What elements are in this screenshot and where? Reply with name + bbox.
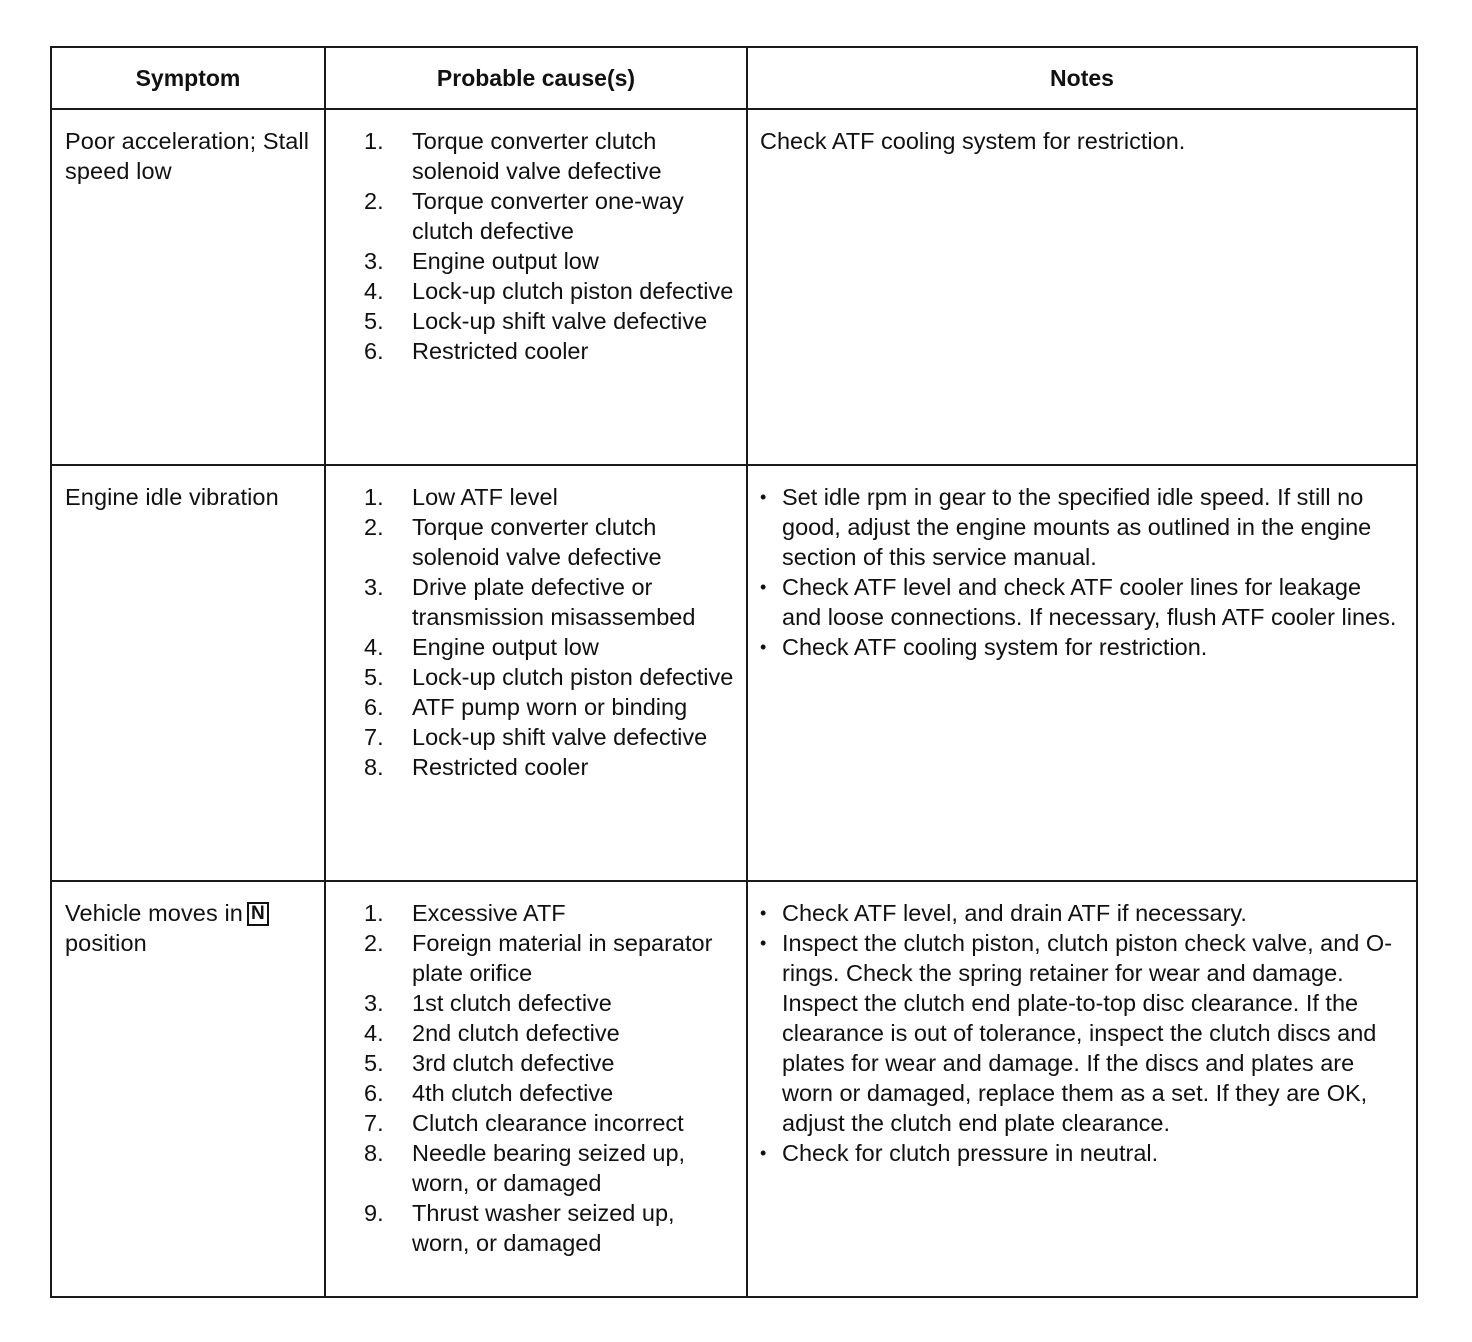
cause-number: 7.: [364, 724, 384, 750]
cause-text: Foreign material in separator plate orifice: [412, 930, 713, 986]
list-item: [326, 126, 738, 186]
cause-text: Clutch clearance incorrect: [412, 1110, 684, 1136]
note-text: Check ATF cooling system for restriction.: [760, 128, 1186, 154]
cause-text: Excessive ATF: [412, 900, 566, 926]
list-item: [326, 572, 738, 632]
list-item: [326, 1198, 738, 1258]
cause-text: 3rd clutch defective: [412, 1050, 615, 1076]
cause-number: 7.: [364, 1110, 384, 1136]
symptom-text: Vehicle moves in: [65, 900, 243, 926]
cause-text: Needle bearing seized up, worn, or damaged: [412, 1140, 686, 1196]
note-text: Check ATF level, and drain ATF if necessary.: [782, 900, 1247, 926]
list-item: [760, 632, 1402, 662]
cause-text: Thrust washer seized up, worn, or damaged: [412, 1200, 675, 1256]
neutral-position-box: N: [247, 902, 269, 926]
causes-cell: [325, 465, 747, 881]
cause-number: 1.: [364, 900, 384, 926]
cause-number: 5.: [364, 308, 384, 334]
note-text: Inspect the clutch piston, clutch piston check valve, and O-rings. Check the spring retainer for wear and damage. Inspect the clutch end plate-to-top disc clearance. If the clearance is out of tolerance, inspect the clutch discs and plates for wear and damage. If the discs and plates are worn or damaged, replace them as a set. If they are OK, adjust the clutch end plate clearance.: [782, 930, 1393, 1136]
list-item: [760, 572, 1402, 632]
causes-cell: [325, 881, 747, 1297]
list-item: [326, 988, 738, 1018]
cause-number: 6.: [364, 694, 384, 720]
list-item: [326, 276, 738, 306]
cause-text: Lock-up shift valve defective: [412, 724, 708, 750]
cause-text: Engine output low: [412, 248, 599, 274]
bullet-icon: •: [760, 577, 767, 597]
cause-number: 1.: [364, 484, 384, 510]
cause-number: 5.: [364, 1050, 384, 1076]
notes-list: [760, 898, 1402, 1168]
notes-list: [760, 482, 1402, 662]
cause-text: Restricted cooler: [412, 754, 589, 780]
bullet-icon: •: [760, 487, 767, 507]
troubleshooting-table: [50, 46, 1418, 1298]
table-header-row: [51, 47, 1417, 109]
cause-number: 8.: [364, 754, 384, 780]
causes-list: [326, 126, 738, 366]
cause-number: 2.: [364, 930, 384, 956]
note-text: Check for clutch pressure in neutral.: [782, 1140, 1159, 1166]
causes-list: [326, 482, 738, 782]
list-item: [326, 752, 738, 782]
list-item: [326, 662, 738, 692]
bullet-icon: •: [760, 933, 767, 953]
symptom-cell: [51, 881, 325, 1297]
notes-cell: [747, 109, 1417, 465]
list-item: [326, 928, 738, 988]
bullet-icon: •: [760, 1143, 767, 1163]
list-item: [326, 512, 738, 572]
cause-text: 2nd clutch defective: [412, 1020, 620, 1046]
notes-cell: [747, 465, 1417, 881]
cause-text: Torque converter clutch solenoid valve defective: [412, 514, 662, 570]
cause-text: 4th clutch defective: [412, 1080, 614, 1106]
cause-number: 6.: [364, 1080, 384, 1106]
list-item: [326, 692, 738, 722]
cause-number: 4.: [364, 634, 384, 660]
list-item: [326, 1108, 738, 1138]
table-row: [51, 109, 1417, 465]
list-item: [326, 336, 738, 366]
header-notes: Notes: [747, 47, 1417, 109]
table-row: [51, 465, 1417, 881]
note-text: Check ATF level and check ATF cooler lines for leakage and loose connections. If necessary, flush ATF cooler lines.: [782, 574, 1397, 630]
cause-text: ATF pump worn or binding: [412, 694, 688, 720]
table-row: [51, 881, 1417, 1297]
bullet-icon: •: [760, 637, 767, 657]
list-item: [760, 482, 1402, 572]
list-item: [326, 306, 738, 336]
symptom-text: Poor acceleration; Stall speed low: [65, 128, 310, 184]
cause-number: 1.: [364, 128, 384, 154]
cause-number: 3.: [364, 574, 384, 600]
cause-number: 4.: [364, 278, 384, 304]
header-symptom: Symptom: [51, 47, 325, 109]
symptom-text: Engine idle vibration: [65, 484, 279, 510]
cause-number: 3.: [364, 990, 384, 1016]
causes-cell: [325, 109, 747, 465]
list-item: [760, 1138, 1402, 1168]
list-item: [760, 928, 1402, 1138]
causes-list: [326, 898, 738, 1258]
bullet-icon: •: [760, 903, 767, 923]
list-item: [326, 186, 738, 246]
header-probable-causes: Probable cause(s): [325, 47, 747, 109]
cause-text: Restricted cooler: [412, 338, 589, 364]
list-item: [326, 482, 738, 512]
symptom-cell: [51, 465, 325, 881]
note-text: Check ATF cooling system for restriction.: [782, 634, 1208, 660]
cause-number: 8.: [364, 1140, 384, 1166]
cause-text: Torque converter one-way clutch defective: [412, 188, 684, 244]
cause-number: 5.: [364, 664, 384, 690]
cause-text: Drive plate defective or transmission misassembed: [412, 574, 696, 630]
cause-number: 9.: [364, 1200, 384, 1226]
cause-text: Low ATF level: [412, 484, 558, 510]
list-item: [326, 1018, 738, 1048]
list-item: [326, 722, 738, 752]
cause-number: 3.: [364, 248, 384, 274]
cause-text: 1st clutch defective: [412, 990, 612, 1016]
list-item: [760, 898, 1402, 928]
list-item: [326, 632, 738, 662]
cause-text: Lock-up shift valve defective: [412, 308, 708, 334]
cause-number: 2.: [364, 514, 384, 540]
list-item: [326, 1078, 738, 1108]
list-item: [326, 1048, 738, 1078]
cause-text: Lock-up clutch piston defective: [412, 278, 734, 304]
notes-cell: [747, 881, 1417, 1297]
list-item: [326, 898, 738, 928]
list-item: [326, 1138, 738, 1198]
cause-text: Engine output low: [412, 634, 599, 660]
cause-number: 6.: [364, 338, 384, 364]
cause-number: 4.: [364, 1020, 384, 1046]
cause-text: Lock-up clutch piston defective: [412, 664, 734, 690]
cause-text: Torque converter clutch solenoid valve defective: [412, 128, 662, 184]
list-item: [326, 246, 738, 276]
cause-number: 2.: [364, 188, 384, 214]
note-text: Set idle rpm in gear to the specified idle speed. If still no good, adjust the engine mounts as outlined in the engine section of this service manual.: [782, 484, 1372, 570]
symptom-text: position: [65, 930, 147, 956]
symptom-cell: [51, 109, 325, 465]
